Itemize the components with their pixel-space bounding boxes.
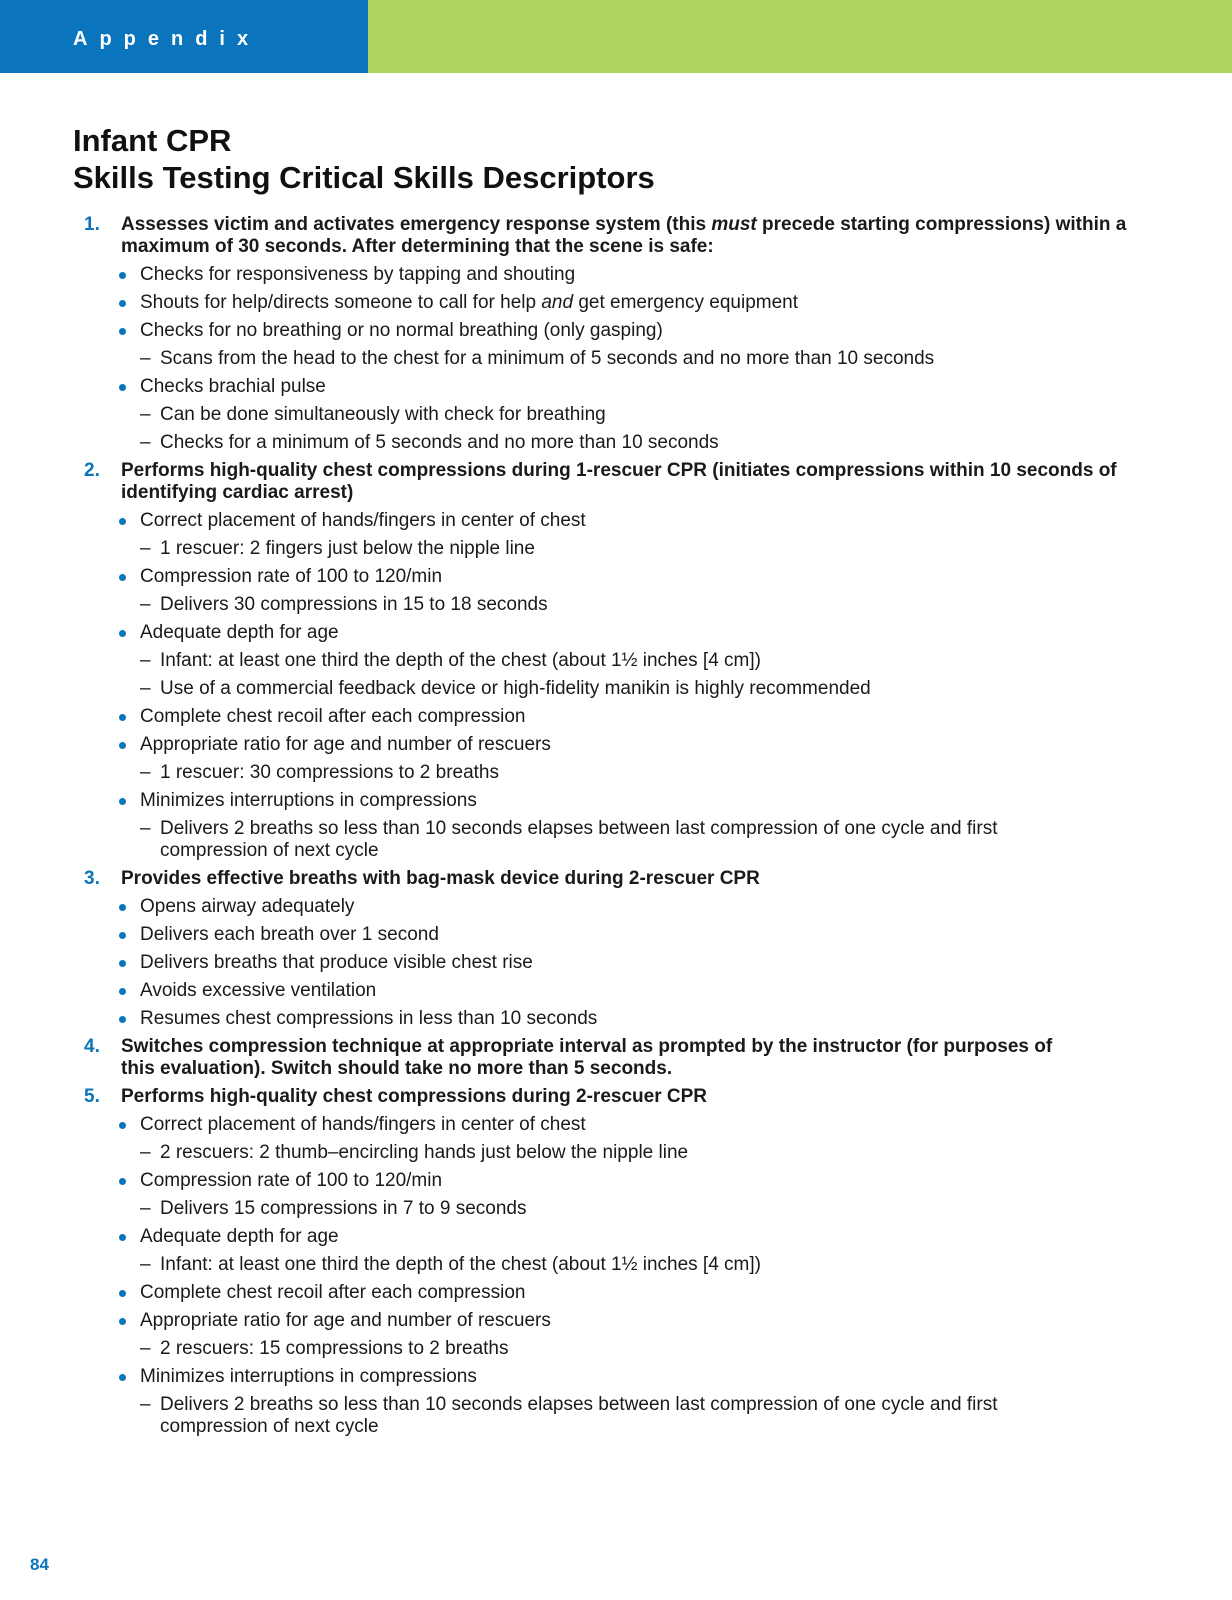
bullet-icon <box>119 1016 126 1023</box>
title-line-2: Skills Testing Critical Skills Descriptors <box>73 160 655 195</box>
bullet-icon <box>119 960 126 967</box>
sub-item-text: Delivers 15 compressions in 7 to 9 seconds <box>160 1198 527 1219</box>
header-label: Appendix <box>73 28 261 50</box>
bullet-text: Delivers each breath over 1 second <box>140 924 439 945</box>
item-number: 3. <box>84 868 100 889</box>
bullet-icon <box>119 1318 126 1325</box>
bullet-text: Adequate depth for age <box>140 622 339 643</box>
bullet-icon <box>119 1178 126 1185</box>
bullet-text: Complete chest recoil after each compression <box>140 1282 526 1303</box>
bullet-icon <box>119 1234 126 1241</box>
item-heading: Assesses victim and activates emergency response system (this must precede starting compressions) within a <box>121 214 1127 235</box>
header-blue-band <box>0 0 368 73</box>
bullet-icon <box>119 1290 126 1297</box>
item-heading: Performs high-quality chest compressions during 2-rescuer CPR <box>121 1086 707 1107</box>
dash-icon: – <box>140 1198 151 1219</box>
bullet-icon <box>119 300 126 307</box>
bullet-text: Minimizes interruptions in compressions <box>140 790 477 811</box>
sub-item-text: 1 rescuer: 2 fingers just below the nipple line <box>160 538 535 559</box>
page-number: 84 <box>30 1555 49 1574</box>
sub-item-text: Scans from the head to the chest for a minimum of 5 seconds and no more than 10 seconds <box>160 348 935 369</box>
item-heading: Performs high-quality chest compressions during 1-rescuer CPR (initiates compressions within 10 seconds of <box>121 460 1117 481</box>
bullet-text: Checks brachial pulse <box>140 376 326 397</box>
bullet-icon <box>119 988 126 995</box>
item-heading: maximum of 30 seconds. After determining that the scene is safe: <box>121 236 714 257</box>
dash-icon: – <box>140 818 151 839</box>
dash-icon: – <box>140 594 151 615</box>
sub-item-text: Delivers 2 breaths so less than 10 seconds elapses between last compression of one cycle and first <box>160 1394 998 1415</box>
dash-icon: – <box>140 1254 151 1275</box>
bullet-text: Adequate depth for age <box>140 1226 339 1247</box>
dash-icon: – <box>140 348 151 369</box>
emphasis-text: and <box>541 292 574 313</box>
emphasis-text: must <box>711 214 757 235</box>
sub-item-text: Checks for a minimum of 5 seconds and no more than 10 seconds <box>160 432 719 453</box>
item-number: 2. <box>84 460 100 481</box>
bullet-text: Minimizes interruptions in compressions <box>140 1366 477 1387</box>
sub-item-text: compression of next cycle <box>160 840 379 861</box>
bullet-icon <box>119 1122 126 1129</box>
bullet-text: Correct placement of hands/fingers in center of chest <box>140 1114 586 1135</box>
sub-item-text: 1 rescuer: 30 compressions to 2 breaths <box>160 762 500 783</box>
bullet-icon <box>119 1374 126 1381</box>
sub-item-text: Infant: at least one third the depth of the chest (about 1½ inches [4 cm]) <box>160 650 761 671</box>
bullet-text: Compression rate of 100 to 120/min <box>140 1170 443 1191</box>
item-heading: Provides effective breaths with bag-mask device during 2-rescuer CPR <box>121 868 760 889</box>
bullet-icon <box>119 272 126 279</box>
item-number: 4. <box>84 1036 100 1057</box>
bullet-icon <box>119 384 126 391</box>
bullet-icon <box>119 574 126 581</box>
item-heading: identifying cardiac arrest) <box>121 482 354 503</box>
page-header <box>0 0 1232 73</box>
bullet-text: Opens airway adequately <box>140 896 355 917</box>
bullet-icon <box>119 904 126 911</box>
dash-icon: – <box>140 1394 151 1415</box>
item-heading: Switches compression technique at appropriate interval as prompted by the instructor (for purposes of <box>121 1036 1053 1057</box>
bullet-text: Checks for responsiveness by tapping and shouting <box>140 264 576 285</box>
bullet-icon <box>119 328 126 335</box>
bullet-text: Delivers breaths that produce visible chest rise <box>140 952 533 973</box>
bullet-text: Checks for no breathing or no normal breathing (only gasping) <box>140 320 663 341</box>
page-title <box>73 122 655 196</box>
dash-icon: – <box>140 1338 151 1359</box>
dash-icon: – <box>140 762 151 783</box>
bullet-icon <box>119 932 126 939</box>
bullet-icon <box>119 714 126 721</box>
dash-icon: – <box>140 538 151 559</box>
sub-item-text: 2 rescuers: 2 thumb–encircling hands just below the nipple line <box>160 1142 689 1163</box>
sub-item-text: Delivers 30 compressions in 15 to 18 seconds <box>160 594 548 615</box>
dash-icon: – <box>140 650 151 671</box>
bullet-text: Appropriate ratio for age and number of rescuers <box>140 1310 551 1331</box>
item-number: 5. <box>84 1086 100 1107</box>
bullet-icon <box>119 630 126 637</box>
dash-icon: – <box>140 432 151 453</box>
bullet-text: Compression rate of 100 to 120/min <box>140 566 443 587</box>
bullet-icon <box>119 742 126 749</box>
sub-item-text: compression of next cycle <box>160 1416 379 1437</box>
title-line-1: Infant CPR <box>73 123 232 158</box>
sub-item-text: Delivers 2 breaths so less than 10 seconds elapses between last compression of one cycle and first <box>160 818 998 839</box>
sub-item-text: Can be done simultaneously with check for breathing <box>160 404 606 425</box>
sub-item-text: 2 rescuers: 15 compressions to 2 breaths <box>160 1338 509 1359</box>
bullet-icon <box>119 518 126 525</box>
bullet-text: Appropriate ratio for age and number of rescuers <box>140 734 551 755</box>
header-green-band <box>368 0 1232 73</box>
dash-icon: – <box>140 404 151 425</box>
dash-icon: – <box>140 678 151 699</box>
bullet-text: Resumes chest compressions in less than 10 seconds <box>140 1008 598 1029</box>
bullet-text: Shouts for help/directs someone to call for help and get emergency equipment <box>140 292 799 313</box>
item-heading: this evaluation). Switch should take no more than 5 seconds. <box>121 1058 673 1079</box>
sub-item-text: Infant: at least one third the depth of the chest (about 1½ inches [4 cm]) <box>160 1254 761 1275</box>
bullet-text: Correct placement of hands/fingers in center of chest <box>140 510 586 531</box>
bullet-text: Avoids excessive ventilation <box>140 980 377 1001</box>
bullet-text: Complete chest recoil after each compression <box>140 706 526 727</box>
sub-item-text: Use of a commercial feedback device or high-fidelity manikin is highly recommended <box>160 678 871 699</box>
bullet-icon <box>119 798 126 805</box>
dash-icon: – <box>140 1142 151 1163</box>
item-number: 1. <box>84 214 100 235</box>
